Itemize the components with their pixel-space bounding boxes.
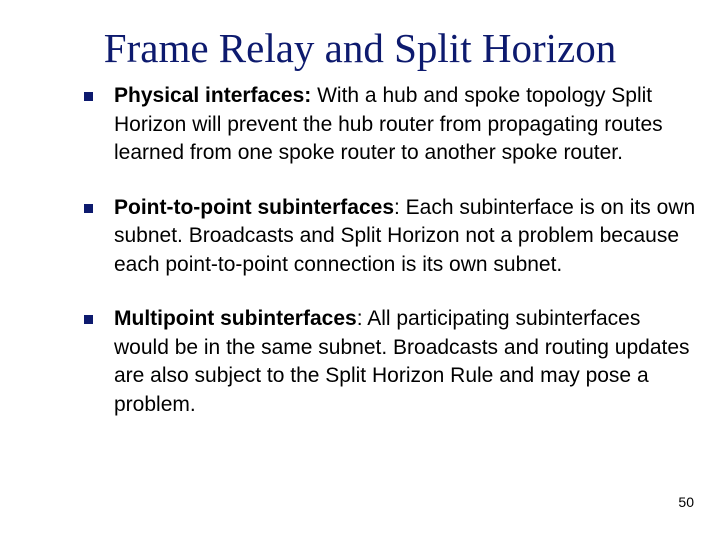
bullet-text: : All participating subinterfaces would be in the same subnet. Broadcasts and routing updates are also subject to the Split Horizon Rule and may pose a problem. xyxy=(114,307,690,416)
bullet-physical-interfaces xyxy=(84,82,696,168)
square-bullet-icon xyxy=(84,315,93,324)
bullet-multipoint-subinterfaces xyxy=(84,305,696,419)
square-bullet-icon xyxy=(84,204,93,213)
bullet-point-to-point-subinterfaces xyxy=(84,194,696,280)
bullet-lead: Point-to-point subinterfaces xyxy=(114,195,394,219)
bullet-text: : Each subinterface is on its own subnet. Broadcasts and Split Horizon not a problem because each point-to-point connection is its own subnet. xyxy=(114,195,696,276)
slide-title: Frame Relay and Split Horizon xyxy=(103,25,617,71)
bullet-lead: Physical interfaces: xyxy=(114,84,312,107)
square-bullet-icon xyxy=(84,92,93,101)
page-number: 50 xyxy=(678,494,694,510)
bullet-text: With a hub and spoke topology Split Horizon will prevent the hub router from propagating routes learned from one spoke router to another spoke router. xyxy=(114,84,663,164)
bullet-list xyxy=(84,82,696,445)
bullet-lead: Multipoint subinterfaces xyxy=(114,307,357,330)
